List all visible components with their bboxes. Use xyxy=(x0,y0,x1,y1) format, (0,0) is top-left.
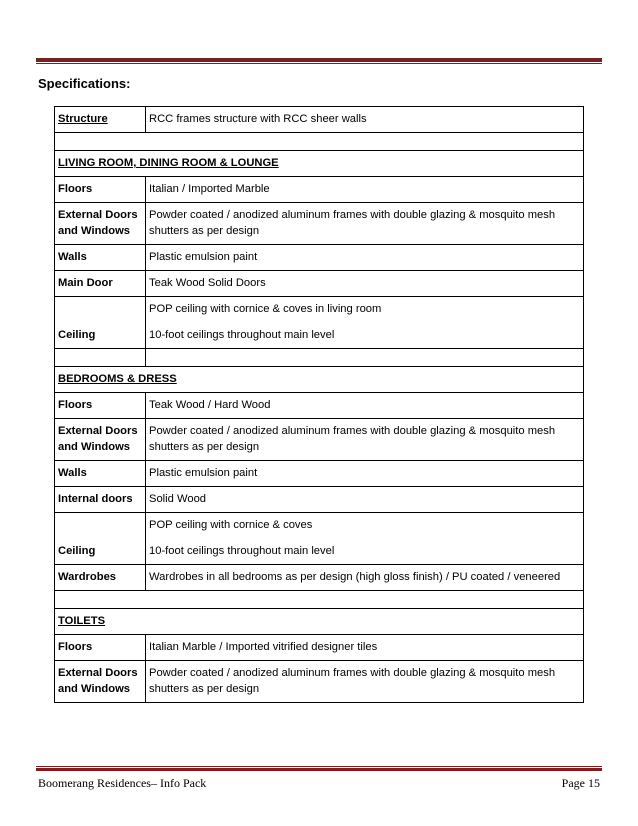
row-value: Solid Wood xyxy=(146,487,584,513)
row-value: Powder coated / anodized aluminum frames with double glazing & mosquito mesh shutters as per design xyxy=(146,661,584,703)
row-label: Walls xyxy=(55,245,146,271)
row-label: Floors xyxy=(55,635,146,661)
table-row xyxy=(55,177,584,203)
row-label: Structure xyxy=(55,107,146,133)
row-label: Main Door xyxy=(55,271,146,297)
row-value: Plastic emulsion paint xyxy=(146,461,584,487)
table-row xyxy=(55,393,584,419)
spacer-row xyxy=(55,133,584,151)
row-value: RCC frames structure with RCC sheer walls xyxy=(146,107,584,133)
section-title: LIVING ROOM, DINING ROOM & LOUNGE xyxy=(55,151,584,177)
table-row xyxy=(55,297,584,349)
table-row xyxy=(55,565,584,591)
spacer-cell xyxy=(146,349,584,367)
row-value: Powder coated / anodized aluminum frames with double glazing & mosquito mesh shutters as per design xyxy=(146,419,584,461)
row-value: Powder coated / anodized aluminum frames with double glazing & mosquito mesh shutters as per design xyxy=(146,203,584,245)
section-title: TOILETS xyxy=(55,609,584,635)
header-rule-thick xyxy=(36,58,602,62)
row-label: Walls xyxy=(55,461,146,487)
header-rule-thin xyxy=(36,63,602,64)
table-row xyxy=(55,245,584,271)
row-label: External Doors and Windows xyxy=(55,661,146,703)
table-row xyxy=(55,487,584,513)
row-value: Teak Wood Solid Doors xyxy=(146,271,584,297)
footer-rule-thin xyxy=(36,766,602,767)
spacer-row xyxy=(55,591,584,609)
section-title: BEDROOMS & DRESS xyxy=(55,367,584,393)
row-label: Floors xyxy=(55,177,146,203)
footer-title: Boomerang Residences– Info Pack xyxy=(38,776,207,790)
ceiling-line-1: POP ceiling with cornice & coves in living room xyxy=(149,303,382,315)
table-row xyxy=(55,419,584,461)
section-row xyxy=(55,609,584,635)
table-row xyxy=(55,461,584,487)
table-row xyxy=(55,513,584,565)
table-row xyxy=(55,107,584,133)
row-label: External Doors and Windows xyxy=(55,203,146,245)
spacer-cell xyxy=(55,133,584,151)
row-label: Internal doors xyxy=(55,487,146,513)
spacer-row xyxy=(55,349,584,367)
row-label: Wardrobes xyxy=(55,565,146,591)
row-value xyxy=(146,297,584,349)
table-row xyxy=(55,203,584,245)
row-label: Floors xyxy=(55,393,146,419)
row-value: Wardrobes in all bedrooms as per design (high gloss finish) / PU coated / veneered xyxy=(146,565,584,591)
table-row xyxy=(55,635,584,661)
page-number: Page 15 xyxy=(561,776,600,790)
specifications-table xyxy=(54,106,584,703)
table-row xyxy=(55,661,584,703)
spacer-cell xyxy=(55,591,584,609)
row-value: Italian / Imported Marble xyxy=(146,177,584,203)
row-value: Italian Marble / Imported vitrified designer tiles xyxy=(146,635,584,661)
ceiling-line-1: POP ceiling with cornice & coves xyxy=(149,519,313,531)
row-value xyxy=(146,513,584,565)
section-row xyxy=(55,151,584,177)
row-label: Ceiling xyxy=(55,297,146,349)
ceiling-line-2: 10-foot ceilings throughout main level xyxy=(149,545,335,557)
row-value: Plastic emulsion paint xyxy=(146,245,584,271)
table-row xyxy=(55,271,584,297)
ceiling-line-2: 10-foot ceilings throughout main level xyxy=(149,329,335,341)
row-label: Ceiling xyxy=(55,513,146,565)
footer-rule-thick xyxy=(36,768,602,771)
row-label: External Doors and Windows xyxy=(55,419,146,461)
page-heading: Specifications: xyxy=(38,76,131,91)
section-row xyxy=(55,367,584,393)
spacer-cell xyxy=(55,349,146,367)
row-value: Teak Wood / Hard Wood xyxy=(146,393,584,419)
